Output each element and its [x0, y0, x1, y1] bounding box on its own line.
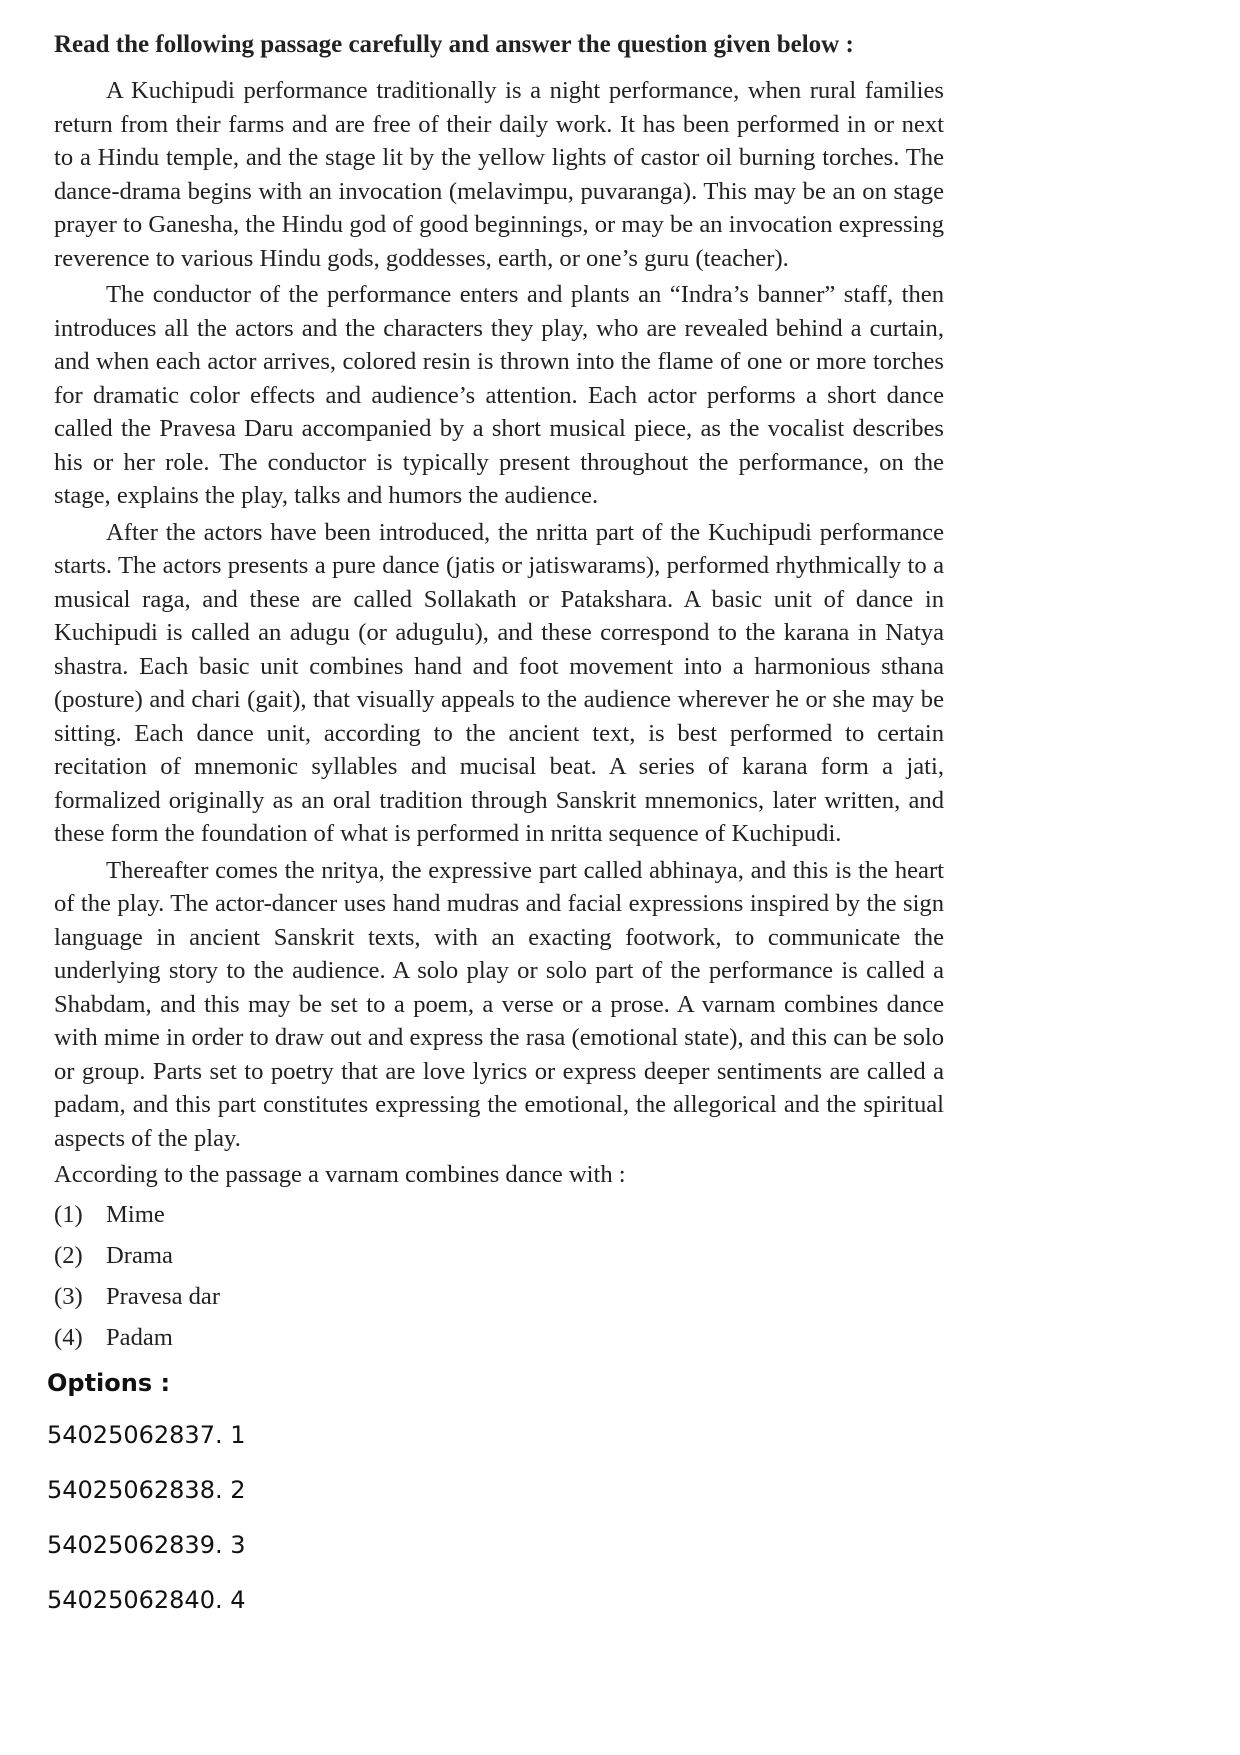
options-heading: Options :	[47, 1369, 171, 1397]
choice-item-4	[54, 1321, 944, 1362]
choice-text: Drama	[106, 1241, 173, 1269]
answer-option-1[interactable]: 54025062837. 1	[47, 1421, 246, 1449]
choice-item-1	[54, 1198, 944, 1239]
choice-number: (3)	[54, 1282, 83, 1310]
choice-number: (1)	[54, 1200, 83, 1228]
choice-number: (4)	[54, 1323, 83, 1351]
choice-text: Padam	[106, 1323, 173, 1351]
question-scan	[54, 28, 944, 1362]
passage-paragraph-4: Thereafter comes the nritya, the expressive part called abhinaya, and this is the heart of the play. The actor-dancer uses hand mudras and facial expressions inspired by the sign language in ancient Sanskrit texts, with an exacting footwork, to communicate the underlying story to the audience. A solo play or solo part of the performance is called a Shabdam, and this may be set to a poem, a verse or a prose. A varnam combines dance with mime in order to draw out and express the rasa (emotional state), and this can be solo or group. Parts set to poetry that are love lyrics or express deeper sentiments are called a padam, and this part constitutes expressing the emotional, the allegorical and the spiritual aspects of the play.	[54, 856, 944, 1152]
question-instruction: Read the following passage carefully and answer the question given below :	[54, 31, 854, 58]
choice-text: Mime	[106, 1200, 165, 1228]
passage-paragraph-2: The conductor of the performance enters and plants an “Indra’s banner” staff, then introduces all the actors and the characters they play, who are revealed behind a curtain, and when each actor arrives, colored resin is thrown into the flame of one or more torches for dramatic color effects and audience’s attention. Each actor performs a short dance called the Pravesa Daru accompanied by a short musical piece, as the vocalist describes his or her role. The conductor is typically present throughout the performance, on the stage, explains the play, talks and humors the audience.	[54, 281, 944, 509]
choice-list	[54, 1198, 944, 1362]
answer-option-2[interactable]: 54025062838. 2	[47, 1476, 246, 1504]
choice-item-2	[54, 1239, 944, 1280]
answer-option-3[interactable]: 54025062839. 3	[47, 1531, 246, 1559]
answer-options	[47, 1368, 246, 1640]
choice-item-3	[54, 1280, 944, 1321]
choice-text: Pravesa dar	[106, 1282, 221, 1310]
question-prompt: According to the passage a varnam combines dance with :	[54, 1161, 626, 1188]
passage-paragraph-3: After the actors have been introduced, the nritta part of the Kuchipudi performance starts. The actors presents a pure dance (jatis or jatiswarams), performed rhythmically to a musical raga, and these are called Sollakath or Patakshara. A basic unit of dance in Kuchipudi is called an adugu (or adugulu), and these correspond to the karana in Natya shastra. Each basic unit combines hand and foot movement into a harmonious sthana (posture) and chari (gait), that visually appeals to the audience wherever he or she may be sitting. Each dance unit, according to the ancient text, is best performed to certain recitation of mnemonic syllables and mucisal beat. A series of karana form a jati, formalized originally as an oral tradition through Sanskrit mnemonics, later written, and these form the foundation of what is performed in nritta sequence of Kuchipudi.	[54, 518, 944, 847]
passage-paragraph-1: A Kuchipudi performance traditionally is a night performance, when rural families return from their farms and are free of their daily work. It has been performed in or next to a Hindu temple, and the stage lit by the yellow lights of castor oil burning torches. The dance-drama begins with an invocation (melavimpu, puvaranga). This may be an on stage prayer to Ganesha, the Hindu god of good beginnings, or may be an invocation expressing reverence to various Hindu gods, goddesses, earth, or one’s guru (teacher).	[54, 77, 944, 272]
answer-option-4[interactable]: 54025062840. 4	[47, 1586, 246, 1614]
choice-number: (2)	[54, 1241, 83, 1269]
